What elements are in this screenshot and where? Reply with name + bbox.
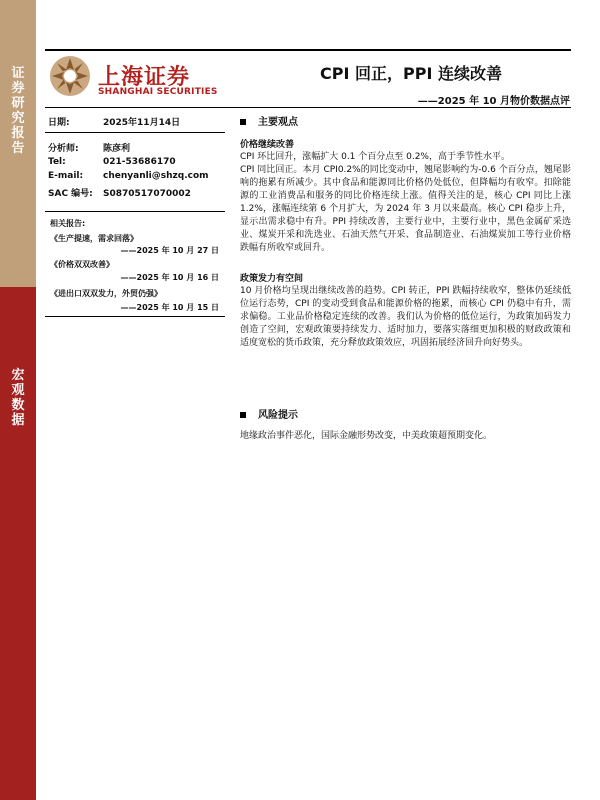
related-item-title[interactable]: 《生产提速，需求回落》 — [50, 234, 138, 243]
meta-email-value[interactable]: chenyanli@shzq.com — [103, 171, 209, 181]
paragraph-cpi-yoy: CPI 同比回正。本月 CPI0.2%的同比变动中，翘尾影响约为-0.6 个百分点，翘尾影响的拖累有所减少。其中食品和能源同比价格仍处低位，但降幅均有收窄。扣除能源的工业消费品和服务的同比价格连续上涨。值得关注的是，核心 CPI 同比上涨 1.2%，涨幅连续第 6 个月扩大，为 2024 年 3 月以来最高。核心 CPI 稳步上升，显示出需求稳中有升。PPI 持续改善，主要行业中，主要行业中，黑色金属矿采选业、煤炭开采和洗选业、石油天然气开采、食品制造业、石油煤炭加工等行业价格跌幅有所收窄或回升。 — [240, 165, 571, 253]
paragraph-cpi-mom: CPI 环比回升，涨幅扩大 0.1 个百分点至 0.2%，高于季节性水平。 — [240, 152, 510, 162]
meta-sac — [48, 186, 191, 199]
header-top-rule — [45, 49, 571, 51]
subheading-policy: 政策发力有空间 — [240, 274, 304, 284]
section-title: 风险提示 — [258, 410, 298, 421]
meta-analyst-value: 陈彦利 — [103, 144, 131, 154]
meta-email — [48, 171, 209, 181]
section-heading-risk — [240, 406, 298, 421]
related-divider — [45, 211, 225, 212]
header-bottom-rule — [45, 107, 571, 108]
brand-name-cn: 上海证券 — [98, 65, 191, 90]
paragraph-risk: 地缘政治事件恶化，国际金融形势改变，中美政策超预期变化。 — [240, 431, 493, 441]
meta-tel-value: 021-53686170 — [103, 157, 176, 167]
related-heading: 相关报告: — [50, 219, 86, 228]
meta-sac-value: S0870517070002 — [103, 189, 191, 199]
meta-tel-label: Tel: — [48, 157, 66, 167]
sidebar-category: 宏观数据 — [11, 368, 25, 428]
meta-analyst — [48, 141, 130, 154]
section-heading-main-points — [240, 113, 298, 128]
related-item-title[interactable]: 《进出口双双发力，外贸仍强》 — [50, 289, 162, 298]
meta-tel — [48, 157, 176, 167]
sidebar-red-block — [0, 287, 36, 800]
brand-name-en: SHANGHAI SECURITIES — [98, 87, 218, 97]
meta-email-label: E-mail: — [48, 171, 84, 181]
related-item-title[interactable]: 《价格双双改善》 — [50, 260, 114, 269]
company-logo-icon — [48, 54, 92, 98]
related-item-date: ——2025 年 10 月 27 日 — [120, 246, 219, 255]
meta-date-value: 2025年11月14日 — [103, 118, 181, 128]
section-bullet-icon — [240, 119, 246, 125]
related-item-date: ——2025 年 10 月 15 日 — [120, 303, 219, 312]
meta-sac-label: SAC 编号: — [48, 189, 93, 199]
report-title: CPI 回正，PPI 连续改善 — [320, 64, 502, 83]
related-bottom-divider — [45, 316, 225, 317]
section-title: 主要观点 — [258, 117, 298, 128]
report-subtitle: ——2025 年 10 月物价数据点评 — [417, 96, 570, 107]
subheading-price: 价格继续改善 — [240, 140, 295, 150]
related-item-date: ——2025 年 10 月 16 日 — [120, 273, 219, 282]
paragraph-policy: 10 月价格均呈现出继续改善的趋势。CPI 转正，PPI 跌幅持续收窄，整体仍延续低位运行态势，CPI 的变动受到食品和能源价格的拖累，而核心 CPI 仍稳中有升，需求偏稳。工业品价格稳定连续的改善。我们认为价格的低位运行，为政策加码发力创造了空间，宏观政策要持续发力、适时加力，要落实落细更加积极的财政政策和适度宽松的货币政策，充分释放政策效应，巩固拓展经济回升向好势头。 — [240, 286, 571, 348]
meta-analyst-label: 分析师: — [48, 144, 79, 154]
meta-date-label: 日期: — [48, 118, 70, 128]
section-bullet-icon — [240, 412, 246, 418]
meta-divider — [45, 132, 225, 133]
meta-date — [48, 115, 180, 128]
sidebar-report-type: 证券研究报告 — [11, 66, 25, 156]
